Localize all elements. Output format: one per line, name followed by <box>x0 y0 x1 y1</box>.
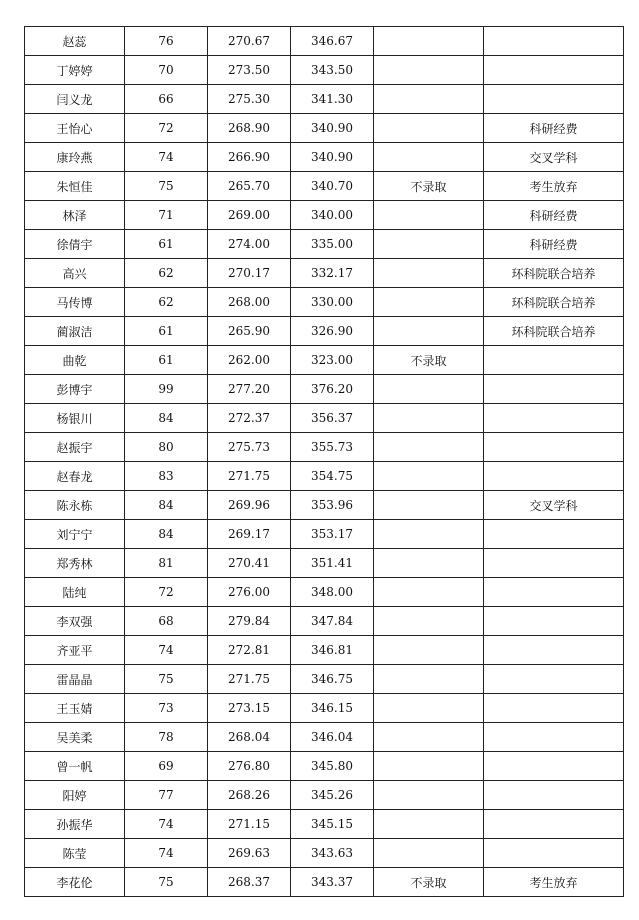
note-cell <box>484 549 624 578</box>
total-score-cell: 343.50 <box>291 56 374 85</box>
table-row <box>25 56 624 85</box>
note-cell: 考生放弃 <box>484 172 624 201</box>
total-score-cell: 346.75 <box>291 665 374 694</box>
score-1-cell: 71 <box>125 201 208 230</box>
total-score-cell: 341.30 <box>291 85 374 114</box>
total-score-cell: 340.90 <box>291 143 374 172</box>
score-2-cell: 270.41 <box>208 549 291 578</box>
table-row <box>25 143 624 172</box>
score-2-cell: 271.75 <box>208 462 291 491</box>
score-2-cell: 272.37 <box>208 404 291 433</box>
name-cell: 王怡心 <box>25 114 125 143</box>
total-score-cell: 345.26 <box>291 781 374 810</box>
note-cell <box>484 723 624 752</box>
score-2-cell: 275.30 <box>208 85 291 114</box>
status-cell <box>374 114 484 143</box>
table-row <box>25 346 624 375</box>
total-score-cell: 353.17 <box>291 520 374 549</box>
score-2-cell: 268.37 <box>208 868 291 897</box>
table-row <box>25 27 624 56</box>
name-cell: 陈永栋 <box>25 491 125 520</box>
name-cell: 李双强 <box>25 607 125 636</box>
note-cell <box>484 27 624 56</box>
total-score-cell: 346.04 <box>291 723 374 752</box>
name-cell: 雷晶晶 <box>25 665 125 694</box>
score-2-cell: 268.04 <box>208 723 291 752</box>
score-1-cell: 84 <box>125 491 208 520</box>
score-2-cell: 273.15 <box>208 694 291 723</box>
score-1-cell: 80 <box>125 433 208 462</box>
score-1-cell: 73 <box>125 694 208 723</box>
note-cell <box>484 346 624 375</box>
name-cell: 赵春龙 <box>25 462 125 491</box>
note-cell: 交叉学科 <box>484 491 624 520</box>
table-row <box>25 694 624 723</box>
name-cell: 闫义龙 <box>25 85 125 114</box>
name-cell: 曾一帆 <box>25 752 125 781</box>
score-2-cell: 268.00 <box>208 288 291 317</box>
note-cell <box>484 578 624 607</box>
table-row <box>25 607 624 636</box>
note-cell: 环科院联合培养 <box>484 288 624 317</box>
table-row <box>25 520 624 549</box>
status-cell <box>374 549 484 578</box>
table-row <box>25 230 624 259</box>
note-cell <box>484 694 624 723</box>
status-cell <box>374 85 484 114</box>
name-cell: 陆纯 <box>25 578 125 607</box>
score-2-cell: 268.90 <box>208 114 291 143</box>
name-cell: 高兴 <box>25 259 125 288</box>
status-cell <box>374 607 484 636</box>
table-row <box>25 781 624 810</box>
status-cell <box>374 27 484 56</box>
note-cell: 环科院联合培养 <box>484 259 624 288</box>
score-1-cell: 77 <box>125 781 208 810</box>
total-score-cell: 332.17 <box>291 259 374 288</box>
status-cell <box>374 288 484 317</box>
score-1-cell: 72 <box>125 578 208 607</box>
score-1-cell: 62 <box>125 288 208 317</box>
status-cell <box>374 201 484 230</box>
total-score-cell: 326.90 <box>291 317 374 346</box>
total-score-cell: 376.20 <box>291 375 374 404</box>
score-2-cell: 276.00 <box>208 578 291 607</box>
score-1-cell: 74 <box>125 810 208 839</box>
note-cell <box>484 404 624 433</box>
score-2-cell: 269.00 <box>208 201 291 230</box>
score-1-cell: 83 <box>125 462 208 491</box>
total-score-cell: 335.00 <box>291 230 374 259</box>
score-2-cell: 270.17 <box>208 259 291 288</box>
name-cell: 郑秀林 <box>25 549 125 578</box>
note-cell: 科研经费 <box>484 114 624 143</box>
total-score-cell: 354.75 <box>291 462 374 491</box>
score-1-cell: 76 <box>125 27 208 56</box>
note-cell <box>484 375 624 404</box>
table-row <box>25 85 624 114</box>
table-row <box>25 665 624 694</box>
admission-results-table <box>24 26 624 897</box>
score-2-cell: 266.90 <box>208 143 291 172</box>
total-score-cell: 356.37 <box>291 404 374 433</box>
status-cell <box>374 375 484 404</box>
status-cell <box>374 781 484 810</box>
total-score-cell: 355.73 <box>291 433 374 462</box>
name-cell: 赵蕊 <box>25 27 125 56</box>
note-cell <box>484 810 624 839</box>
score-2-cell: 265.90 <box>208 317 291 346</box>
note-cell <box>484 665 624 694</box>
table-row <box>25 375 624 404</box>
note-cell <box>484 433 624 462</box>
name-cell: 康玲燕 <box>25 143 125 172</box>
total-score-cell: 346.81 <box>291 636 374 665</box>
name-cell: 蔺淑洁 <box>25 317 125 346</box>
name-cell: 朱恒佳 <box>25 172 125 201</box>
note-cell <box>484 520 624 549</box>
table-row <box>25 317 624 346</box>
status-cell <box>374 56 484 85</box>
status-cell <box>374 520 484 549</box>
status-cell <box>374 433 484 462</box>
status-cell <box>374 723 484 752</box>
note-cell: 交叉学科 <box>484 143 624 172</box>
name-cell: 林泽 <box>25 201 125 230</box>
name-cell: 曲乾 <box>25 346 125 375</box>
name-cell: 丁婷婷 <box>25 56 125 85</box>
note-cell <box>484 752 624 781</box>
score-2-cell: 269.63 <box>208 839 291 868</box>
table-row <box>25 549 624 578</box>
name-cell: 刘宁宁 <box>25 520 125 549</box>
status-cell <box>374 259 484 288</box>
score-1-cell: 78 <box>125 723 208 752</box>
note-cell: 科研经费 <box>484 230 624 259</box>
name-cell: 赵振宇 <box>25 433 125 462</box>
total-score-cell: 323.00 <box>291 346 374 375</box>
table-row <box>25 810 624 839</box>
table-row <box>25 723 624 752</box>
total-score-cell: 346.67 <box>291 27 374 56</box>
status-cell: 不录取 <box>374 346 484 375</box>
score-2-cell: 262.00 <box>208 346 291 375</box>
total-score-cell: 343.37 <box>291 868 374 897</box>
name-cell: 杨银川 <box>25 404 125 433</box>
score-1-cell: 70 <box>125 56 208 85</box>
status-cell <box>374 665 484 694</box>
table-row <box>25 752 624 781</box>
score-1-cell: 81 <box>125 549 208 578</box>
status-cell <box>374 404 484 433</box>
name-cell: 徐倩宇 <box>25 230 125 259</box>
table-row <box>25 201 624 230</box>
score-2-cell: 271.75 <box>208 665 291 694</box>
note-cell <box>484 462 624 491</box>
table-row <box>25 404 624 433</box>
table-row <box>25 578 624 607</box>
score-1-cell: 75 <box>125 172 208 201</box>
total-score-cell: 340.00 <box>291 201 374 230</box>
score-1-cell: 62 <box>125 259 208 288</box>
table-body <box>25 27 624 897</box>
score-1-cell: 74 <box>125 839 208 868</box>
table-row <box>25 636 624 665</box>
total-score-cell: 346.15 <box>291 694 374 723</box>
score-2-cell: 272.81 <box>208 636 291 665</box>
note-cell <box>484 781 624 810</box>
table-row <box>25 259 624 288</box>
note-cell <box>484 56 624 85</box>
score-1-cell: 75 <box>125 868 208 897</box>
score-2-cell: 277.20 <box>208 375 291 404</box>
name-cell: 彭博宇 <box>25 375 125 404</box>
score-2-cell: 273.50 <box>208 56 291 85</box>
status-cell <box>374 578 484 607</box>
status-cell <box>374 317 484 346</box>
score-1-cell: 72 <box>125 114 208 143</box>
status-cell <box>374 810 484 839</box>
score-2-cell: 268.26 <box>208 781 291 810</box>
score-2-cell: 279.84 <box>208 607 291 636</box>
score-1-cell: 68 <box>125 607 208 636</box>
score-1-cell: 66 <box>125 85 208 114</box>
status-cell <box>374 636 484 665</box>
score-1-cell: 61 <box>125 346 208 375</box>
total-score-cell: 348.00 <box>291 578 374 607</box>
status-cell <box>374 491 484 520</box>
score-2-cell: 269.17 <box>208 520 291 549</box>
score-2-cell: 276.80 <box>208 752 291 781</box>
score-2-cell: 265.70 <box>208 172 291 201</box>
total-score-cell: 340.90 <box>291 114 374 143</box>
note-cell: 科研经费 <box>484 201 624 230</box>
name-cell: 吴美柔 <box>25 723 125 752</box>
total-score-cell: 345.15 <box>291 810 374 839</box>
name-cell: 齐亚平 <box>25 636 125 665</box>
score-2-cell: 274.00 <box>208 230 291 259</box>
total-score-cell: 340.70 <box>291 172 374 201</box>
note-cell <box>484 636 624 665</box>
status-cell <box>374 143 484 172</box>
score-1-cell: 61 <box>125 230 208 259</box>
score-1-cell: 84 <box>125 520 208 549</box>
note-cell: 考生放弃 <box>484 868 624 897</box>
name-cell: 李花伦 <box>25 868 125 897</box>
note-cell <box>484 85 624 114</box>
name-cell: 马传博 <box>25 288 125 317</box>
name-cell: 王玉婧 <box>25 694 125 723</box>
note-cell: 环科院联合培养 <box>484 317 624 346</box>
score-1-cell: 69 <box>125 752 208 781</box>
status-cell <box>374 694 484 723</box>
total-score-cell: 343.63 <box>291 839 374 868</box>
table-row <box>25 172 624 201</box>
score-2-cell: 275.73 <box>208 433 291 462</box>
score-1-cell: 74 <box>125 143 208 172</box>
score-1-cell: 74 <box>125 636 208 665</box>
total-score-cell: 345.80 <box>291 752 374 781</box>
score-1-cell: 75 <box>125 665 208 694</box>
total-score-cell: 347.84 <box>291 607 374 636</box>
score-2-cell: 269.96 <box>208 491 291 520</box>
score-2-cell: 270.67 <box>208 27 291 56</box>
name-cell: 阳婷 <box>25 781 125 810</box>
score-1-cell: 84 <box>125 404 208 433</box>
table-row <box>25 868 624 897</box>
score-1-cell: 99 <box>125 375 208 404</box>
status-cell <box>374 839 484 868</box>
name-cell: 孙振华 <box>25 810 125 839</box>
status-cell <box>374 752 484 781</box>
total-score-cell: 330.00 <box>291 288 374 317</box>
note-cell <box>484 839 624 868</box>
status-cell: 不录取 <box>374 172 484 201</box>
total-score-cell: 353.96 <box>291 491 374 520</box>
note-cell <box>484 607 624 636</box>
table-row <box>25 839 624 868</box>
table-row <box>25 433 624 462</box>
table-row <box>25 462 624 491</box>
score-2-cell: 271.15 <box>208 810 291 839</box>
table-row <box>25 288 624 317</box>
table-row <box>25 491 624 520</box>
score-1-cell: 61 <box>125 317 208 346</box>
status-cell <box>374 230 484 259</box>
status-cell <box>374 462 484 491</box>
name-cell: 陈莹 <box>25 839 125 868</box>
table-row <box>25 114 624 143</box>
status-cell: 不录取 <box>374 868 484 897</box>
total-score-cell: 351.41 <box>291 549 374 578</box>
